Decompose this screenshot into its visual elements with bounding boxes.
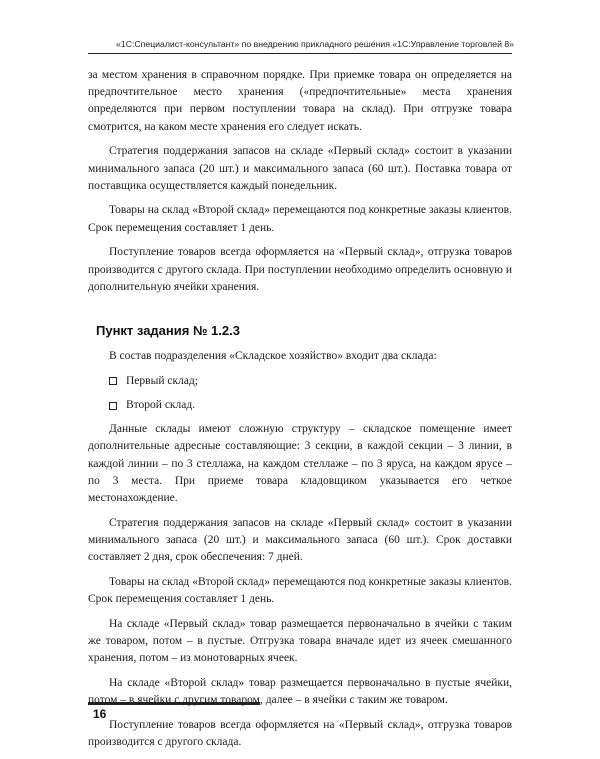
paragraph: за местом хранения в справочном порядке. При приемке товара он определяется на предпочтительное место хранения («предпочтительные» места хранения определяются при первом поступлении товара на склад). При отгрузке товара смотрится, на каком месте хранения его следует искать. [88,69,512,133]
running-header: «1С:Специалист-консультант» по внедрению прикладного решения «1С:Управление торговлей 8» [116,39,514,49]
section-intro: В состав подразделения «Складское хозяйство» входит два склада: [109,350,437,363]
checkbox-bullet-icon [109,377,117,385]
list-item [109,397,512,414]
paragraph: На складе «Первый склад» товар размещается первоначально в ячейки с таким же товаром, потом – в пустые. Отгрузка товара вначале идет из ячеек смешанного хранения, потом – из монотоварных ячеек. [88,617,512,665]
paragraph: Товары на склад «Второй склад» перемещаются под конкретные заказы клиентов. Срок перемещения составляет 1 день. [88,204,512,234]
list-item [109,373,512,390]
list-item-label: Второй склад. [126,399,196,412]
list-item-label: Первый склад; [126,374,198,387]
section-heading: Пункт задания № 1.2.3 [96,322,240,338]
paragraph: На складе «Второй склад» товар размещается первоначально в пустые ячейки, потом – в ячейки с другим товаром, далее – в ячейки с таким же товаром. [88,676,512,707]
body-text [88,67,512,759]
header-rule [88,53,512,54]
paragraph: Стратегия поддержания запасов на складе «Первый склад» состоит в указании минимального запаса (20 шт.) и максимального запаса (60 шт.). Поставка товара от поставщика осуществляется каждый понедельник. [88,145,512,192]
warehouse-list [88,373,512,414]
paragraph: Данные склады имеют сложную структуру – складское помещение имеет дополнительные адресные составляющие: 3 секции, в каждой секции – 3 линии, в каждой линии – по 3 стеллажа, на каждом стеллаже – по 3 яруса, на каждом ярусе – по 3 места. При приеме товара кладовщиком указывается его четкое местонахождение. [88,423,512,505]
checkbox-bullet-icon [109,402,117,410]
page-number: 16 [93,707,107,721]
paragraph: Поступление товаров всегда оформляется на «Первый склад», отгрузка товаров производится с другого склада. [88,718,512,748]
footer-rule [88,702,260,705]
paragraph: Товары на склад «Второй склад» перемещаются под конкретные заказы клиентов. Срок перемещения составляет 1 день. [88,575,512,606]
paragraph: Поступление товаров всегда оформляется на «Первый склад», отгрузка товаров производится с другого склада. При поступлении необходимо определить основную и дополнительную ячейки хранения. [88,246,512,293]
paragraph: Стратегия поддержания запасов на складе «Первый склад» состоит в указании минимального запаса (20 шт.) и максимального запаса (60 шт.). Срок доставки составляет 2 дня, срок обеспечения: 7 дней. [88,516,512,564]
